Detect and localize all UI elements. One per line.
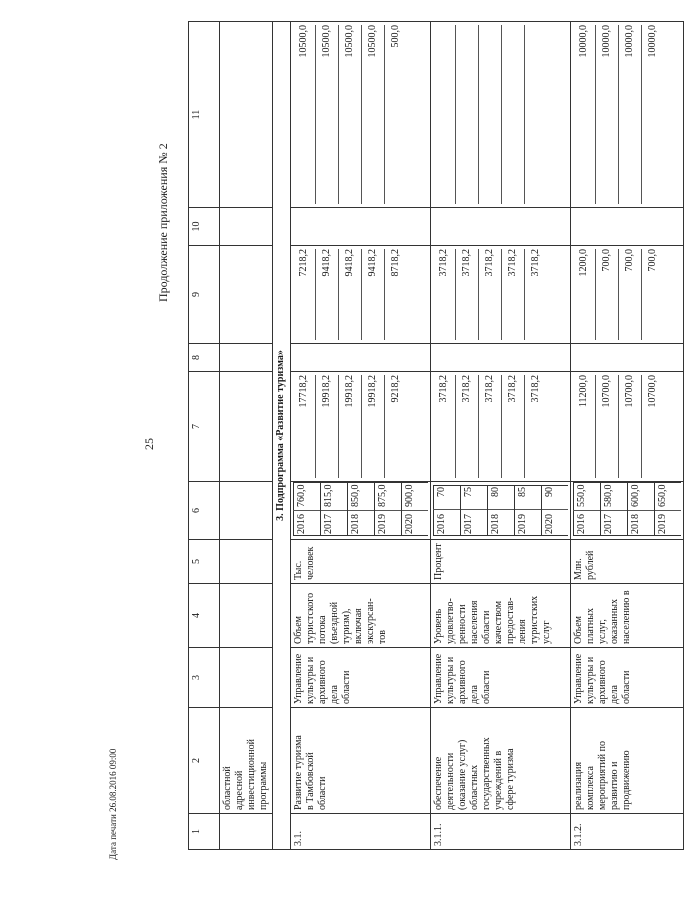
indicator-value: 815,0	[321, 483, 348, 511]
row-unit: Тыс. человек	[291, 540, 431, 584]
year-label: 2017	[321, 511, 348, 536]
year-label: 2017	[601, 511, 628, 536]
indicator-value: 580,0	[601, 483, 628, 511]
empty-cell	[220, 540, 273, 584]
amount-total: 9218,2	[390, 375, 401, 403]
print-date: Дата печати 26.08.2016 09:00	[108, 748, 118, 860]
amount-total: 3718,2	[456, 375, 479, 478]
indicator-value: 80	[488, 486, 515, 510]
indicator-value: 900,0	[402, 483, 429, 511]
column-number: 2	[189, 708, 220, 814]
indicator-value: 70	[434, 486, 461, 510]
table-row	[571, 22, 684, 850]
column-number: 8	[189, 344, 220, 372]
continuation-label: Продолжение приложения № 2	[156, 143, 170, 302]
amount-total: 3718,2	[479, 375, 502, 478]
year-label: 2018	[348, 511, 375, 536]
column-number: 3	[189, 648, 220, 708]
empty-cell	[431, 344, 571, 372]
amount-regional: 8718,2	[390, 249, 401, 277]
year-value-cell	[431, 482, 571, 540]
col9-cell	[291, 246, 431, 344]
year-value-cell	[571, 482, 684, 540]
col7-cell	[291, 372, 431, 482]
indicator-value: 90	[542, 486, 569, 510]
amount-total: 19918,2	[339, 375, 362, 478]
col9-cell	[571, 246, 684, 344]
amount-other: 10000,0	[647, 25, 658, 58]
amount-other: 10500,0	[316, 25, 339, 204]
row-code: 3.1.2.	[571, 814, 684, 850]
amount-regional: 3718,2	[502, 249, 525, 340]
amount-total: 3718,2	[502, 375, 525, 478]
indicator-value: 760,0	[294, 483, 321, 511]
col7-cell	[571, 372, 684, 482]
empty-cell	[571, 344, 684, 372]
column-number: 1	[189, 814, 220, 850]
empty-cell	[571, 208, 684, 246]
indicator-value: 875,0	[375, 483, 402, 511]
amount-regional: 9418,2	[316, 249, 339, 340]
indicator-value: 85	[515, 486, 542, 510]
amount-total: 10700,0	[596, 375, 619, 478]
rotated-landscape-content	[108, 22, 668, 862]
year-label: 2017	[461, 510, 488, 536]
empty-cell	[220, 482, 273, 540]
column-number: 11	[189, 22, 220, 208]
amount-other: 10000,0	[596, 25, 619, 204]
amount-other	[433, 25, 456, 204]
row-indicator: Объем туристского потока (въездной туризм), включая экскурсан- тов	[291, 584, 431, 648]
year-label: 2016	[434, 510, 461, 536]
row-name: Развитие туризма в Тамбовской области	[291, 708, 431, 814]
amount-other: 10500,0	[339, 25, 362, 204]
year-label: 2019	[655, 511, 682, 536]
amount-other	[479, 25, 502, 204]
column-number-row	[189, 22, 220, 850]
amount-regional: 9418,2	[362, 249, 385, 340]
column-number: 4	[189, 584, 220, 648]
row-code: 3.1.	[291, 814, 431, 850]
amount-regional: 1200,0	[573, 249, 596, 340]
row-executor: Управление культуры и архивного дела области	[291, 648, 431, 708]
amount-regional: 3718,2	[530, 249, 541, 277]
amount-other: 10000,0	[573, 25, 596, 204]
carryover-row	[220, 22, 273, 850]
amount-regional: 9418,2	[339, 249, 362, 340]
table-row	[291, 22, 431, 850]
program-table	[188, 21, 684, 850]
empty-cell	[220, 648, 273, 708]
column-number: 7	[189, 372, 220, 482]
row-name: областной адресной инвестиционной программы	[220, 708, 273, 814]
column-number: 5	[189, 540, 220, 584]
amount-regional: 7218,2	[293, 249, 316, 340]
amount-total: 11200,0	[573, 375, 596, 478]
section-title: 3. Подпрограмма «Развитие туризма»	[273, 22, 291, 850]
year-label: 2019	[375, 511, 402, 536]
year-label: 2020	[402, 511, 429, 536]
empty-cell	[291, 208, 431, 246]
indicator-value: 75	[461, 486, 488, 510]
amount-regional: 3718,2	[479, 249, 502, 340]
row-indicator: Объем платных услуг, оказанных населению в	[571, 584, 684, 648]
row-indicator: Уровень удовлетво- ренности населения области качеством предостав- ления туристских услуг	[431, 584, 571, 648]
amount-regional: 3718,2	[433, 249, 456, 340]
year-label: 2018	[628, 511, 655, 536]
year-label: 2018	[488, 510, 515, 536]
row-name: реализация комплекса мероприятий по развитию и продвижению	[571, 708, 684, 814]
amount-total: 19918,2	[316, 375, 339, 478]
empty-cell	[220, 208, 273, 246]
col11-cell	[431, 22, 571, 208]
amount-other: 10500,0	[362, 25, 385, 204]
row-executor: Управление культуры и архивного дела области	[571, 648, 684, 708]
empty-cell	[220, 246, 273, 344]
col9-cell	[431, 246, 571, 344]
amount-other: 500,0	[390, 25, 401, 48]
row-code	[220, 814, 273, 850]
column-number: 10	[189, 208, 220, 246]
col11-cell	[571, 22, 684, 208]
empty-cell	[220, 22, 273, 208]
amount-total: 17718,2	[293, 375, 316, 478]
amount-regional: 3718,2	[456, 249, 479, 340]
column-number: 9	[189, 246, 220, 344]
empty-cell	[220, 372, 273, 482]
amount-total: 3718,2	[433, 375, 456, 478]
amount-other: 10000,0	[619, 25, 642, 204]
year-label: 2019	[515, 510, 542, 536]
year-label: 2016	[574, 511, 601, 536]
col11-cell	[291, 22, 431, 208]
amount-other	[525, 25, 547, 204]
col7-cell	[431, 372, 571, 482]
empty-cell	[220, 344, 273, 372]
indicator-value: 600,0	[628, 483, 655, 511]
row-unit: Процент	[431, 540, 571, 584]
amount-regional: 700,0	[596, 249, 619, 340]
amount-total: 19918,2	[362, 375, 385, 478]
indicator-value: 550,0	[574, 483, 601, 511]
page-number: 25	[142, 438, 156, 450]
amount-other: 10500,0	[293, 25, 316, 204]
row-unit: Млн. рублей	[571, 540, 684, 584]
amount-regional: 700,0	[619, 249, 642, 340]
amount-other	[502, 25, 525, 204]
section-row	[273, 22, 291, 850]
year-label: 2020	[542, 510, 569, 536]
empty-cell	[220, 584, 273, 648]
empty-cell	[431, 208, 571, 246]
amount-regional: 700,0	[647, 249, 658, 272]
amount-other	[456, 25, 479, 204]
year-value-cell	[291, 482, 431, 540]
row-executor: Управление культуры и архивного дела области	[431, 648, 571, 708]
amount-total: 10700,0	[647, 375, 658, 408]
empty-cell	[291, 344, 431, 372]
year-label: 2016	[294, 511, 321, 536]
indicator-value: 850,0	[348, 483, 375, 511]
indicator-value: 650,0	[655, 483, 682, 511]
row-code: 3.1.1.	[431, 814, 571, 850]
column-number: 6	[189, 482, 220, 540]
amount-total: 10700,0	[619, 375, 642, 478]
table-row	[431, 22, 571, 850]
row-name: обеспечение деятельности (оказание услуг) областных государственных учреждений в сфере туризма	[431, 708, 571, 814]
amount-total: 3718,2	[530, 375, 541, 403]
